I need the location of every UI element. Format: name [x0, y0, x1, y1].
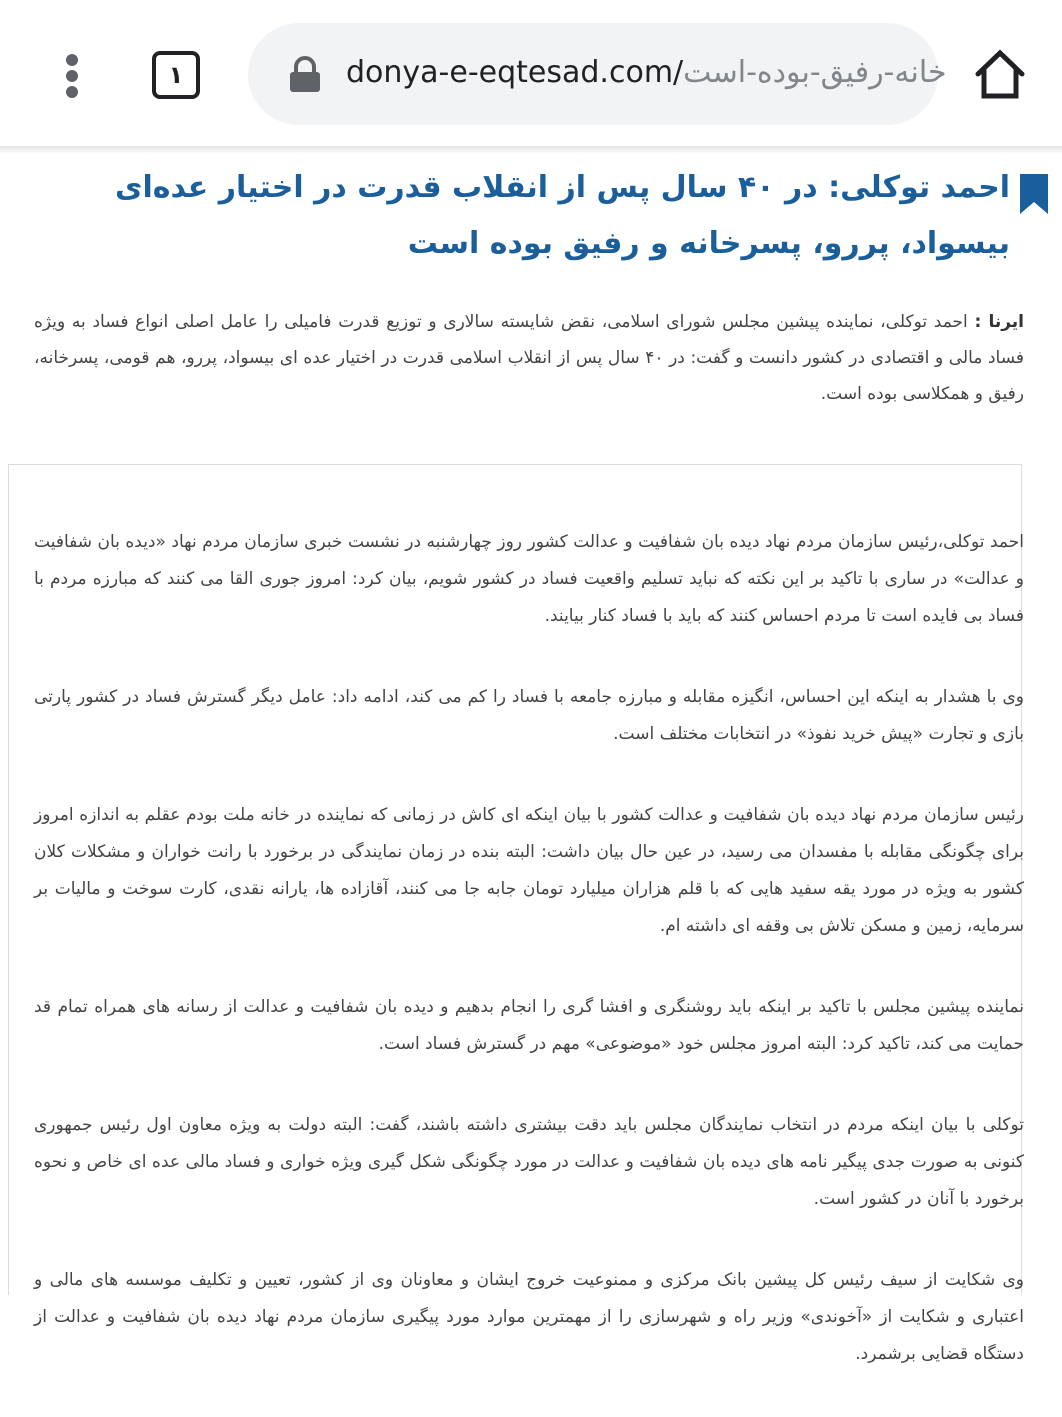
- url-domain: donya-e-eqtesad.com/: [346, 55, 684, 90]
- tab-switcher-button[interactable]: [152, 51, 200, 99]
- url-text[interactable]: [346, 51, 947, 95]
- lead-text: احمد توکلی، نماینده پیشین مجلس شورای اسلامی، نقض شایسته سالاری و توزیع قدرت فامیلی را عامل اصلی انواع فساد به ویژه فساد مالی و اقتصادی در کشور دانست و گفت: در ۴۰ سال پس از انقلاب اسلامی قدرت در اختیار عده ای بیسواد، پررو، هم قومی، پسرخانه، رفیق و همکلاسی بوده است.: [34, 312, 1025, 404]
- home-icon[interactable]: [970, 44, 1030, 104]
- article-source: ایرنا :: [974, 312, 1024, 332]
- more-vert-icon[interactable]: [52, 48, 92, 104]
- article-title: احمد توکلی: در ۴۰ سال پس از انقلاب قدرت در اختیار عده‌ای بیسواد، پررو، پسرخانه و رفیق بوده است: [114, 170, 1010, 261]
- body-paragraph: وی شکایت از سیف رئیس کل پیشین بانک مرکزی و ممنوعیت خروج ایشان و معاونان وی از کشور، تعیین و تکلیف موسسه های مالی و اعتباری و شکایت از «آخوندی» وزیر راه و شهرسازی را از مهمترین موارد مورد پیگیری سازمان مردم نهاد دیده بان شفافیت و عدالت از دستگاه قضایی برشمرد.: [34, 1270, 1024, 1364]
- url-path: خانه-رفیق-بوده-است: [683, 55, 947, 90]
- address-bar[interactable]: [248, 23, 947, 125]
- browser-toolbar: [0, 0, 1062, 146]
- article-lead: [34, 304, 1024, 412]
- body-paragraph: توکلی با بیان اینکه مردم در انتخاب نمایندگان مجلس باید دقت بیشتری داشته باشند، گفت: البته دولت به ویژه معاون اول رئیس جمهوری کنونی به صورت جدی پیگیر نامه های دیده بان شفافیت و عدالت در مورد چگونگی شکل گیری ویژه خواری و فساد مالی عده ای خاص و نحوه برخورد با آنان در کشور است.: [34, 1115, 1024, 1209]
- body-paragraph: وی با هشدار به اینکه این احساس، انگیزه مقابله و مبارزه جامعه با فساد را کم می کند، ادامه داد: عامل دیگر گسترش فساد در کشور پارتی بازی و تجارت «پیش خرید نفوذ» در انتخابات مختلف است.: [34, 687, 1024, 744]
- article-body: [34, 524, 1024, 1417]
- body-paragraph: نماینده پیشین مجلس با تاکید بر اینکه باید روشنگری و افشا گری را انجام بدهیم و دیده بان شفافیت و عدالت از رسانه های همراه تمام قد حمایت می کند، تاکید کرد: البته امروز مجلس خود «موضوعی» مهم در گسترش فساد است.: [34, 997, 1024, 1054]
- body-paragraph: رئیس سازمان مردم نهاد دیده بان شفافیت و عدالت کشور با بیان اینکه ای کاش در زمانی که نماینده در خانه ملت بودم عقلم به اندازه امروز برای چگونگی مقابله با مفسدان می رسید، در عین حال بیان داشت: البته بنده در زمان نمایندگی در برخورد با رانت خواران و مشکلات کلان کشور به ویژه در مورد یقه سفید هایی که با قلم هزاران میلیارد تومان جابه جا می کنند، آقازاده ها، یارانه نقدی، کارت سوخت و مالیات بر سرمایه، زمین و مسکن تلاش بی وقفه ای داشته ام.: [34, 805, 1024, 936]
- tab-count: ۱: [168, 61, 184, 89]
- toolbar-divider: [0, 146, 1062, 154]
- body-paragraph: احمد توکلی،رئیس سازمان مردم نهاد دیده بان شفافیت و عدالت کشور روز چهارشنبه در نشست خبری سازمان مردم نهاد «دیده بان شفافیت و عدالت» در ساری با تاکید بر این نکته که نباید تسلیم واقعیت فساد در کشور شویم، بیان کرد: امروز جوری القا می کنند که مبارزه مردم با فساد بی فایده است تا مردم احساس کنند که باید با فساد کنار بیایند.: [34, 532, 1024, 626]
- bookmark-icon[interactable]: [1018, 174, 1050, 214]
- lock-icon: [288, 57, 322, 93]
